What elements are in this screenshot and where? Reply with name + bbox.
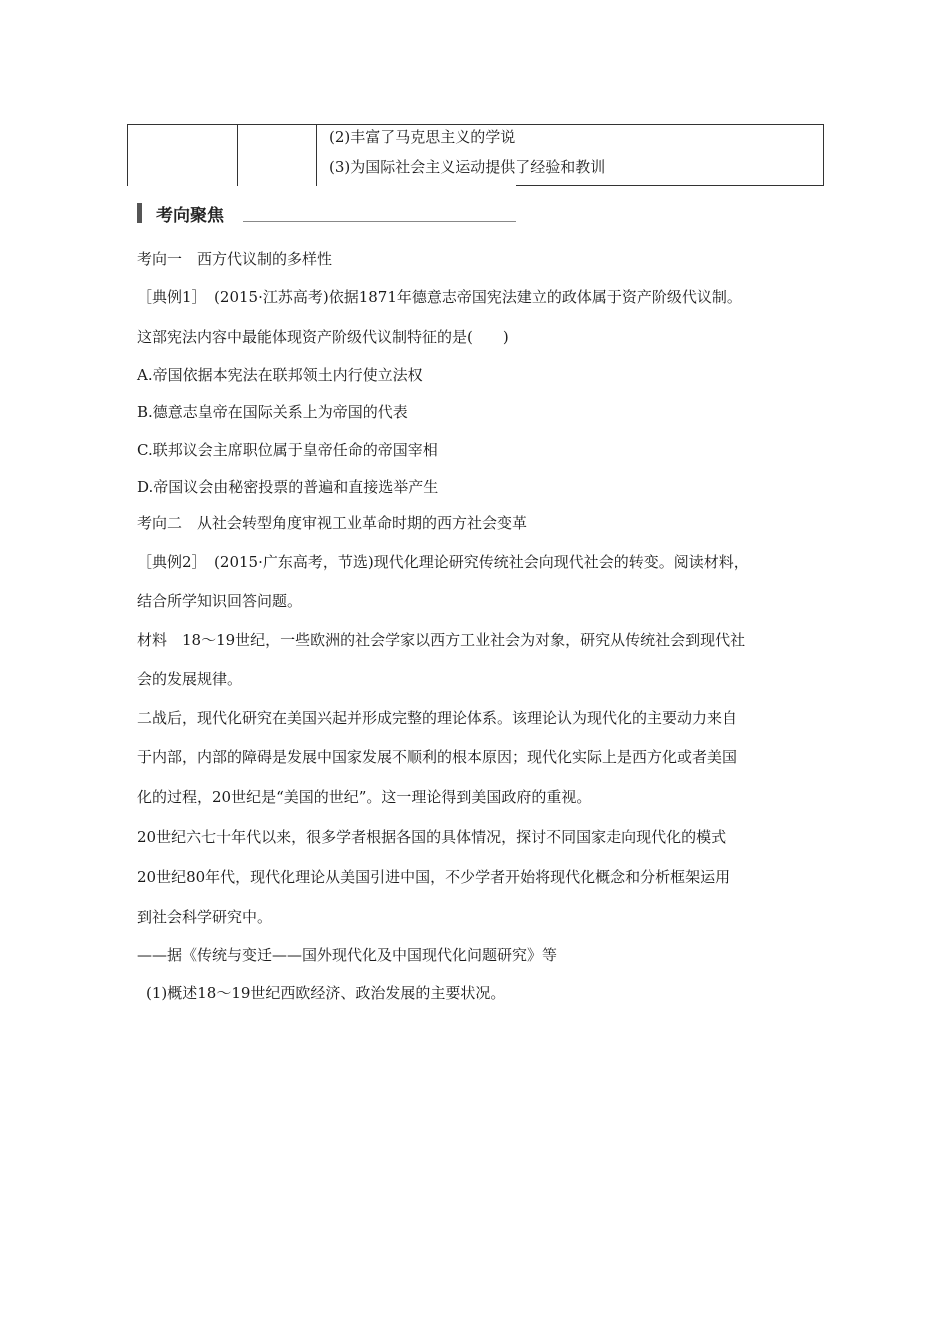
paragraph-4-line-2: 到社会科学研究中。 [137, 908, 273, 926]
table-bottom-border [516, 185, 824, 186]
paragraph-4-line-1: 20世纪80年代，现代化理论从美国引进中国，不少学者开始将现代化概念和分析框架运用 [137, 868, 731, 886]
example-2-line-1: ［典例2］ (2015·广东高考，节选)现代化理论研究传统社会向现代社会的转变。阅读材料， [137, 553, 749, 571]
table-col-border-2 [237, 124, 238, 186]
paragraph-3: 20世纪六七十年代以来，很多学者根据各国的具体情况，探讨不同国家走向现代化的模式 [137, 828, 727, 846]
section-title: 考向聚焦 [156, 206, 224, 226]
material-line-2: 会的发展规律。 [137, 670, 243, 688]
option-a: A.帝国依据本宪法在联邦领土内行使立法权 [137, 366, 423, 384]
question-1: (1)概述18～19世纪西欧经济、政治发展的主要状况。 [146, 984, 506, 1002]
section-underline [243, 221, 516, 222]
section-marker [137, 203, 142, 223]
paragraph-2-line-2: 于内部，内部的障碍是发展中国家发展不顺利的根本原因；现代化实际上是西方化或者美国 [137, 748, 738, 766]
topic-1-heading: 考向一 西方代议制的多样性 [137, 250, 333, 268]
table-col-border-4 [823, 124, 824, 186]
material-line-1: 材料 18～19世纪，一些欧洲的社会学家以西方工业社会为对象，研究从传统社会到现代社 [137, 631, 746, 649]
table-col-border-3 [316, 124, 317, 186]
option-d: D.帝国议会由秘密投票的普遍和直接选举产生 [137, 478, 439, 496]
topic-2-heading: 考向二 从社会转型角度审视工业革命时期的西方社会变革 [137, 514, 528, 532]
option-c: C.联邦议会主席职位属于皇帝任命的帝国宰相 [137, 441, 438, 459]
paragraph-2-line-3: 化的过程，20世纪是“美国的世纪”。这一理论得到美国政府的重视。 [137, 788, 592, 806]
table-cell-row3: (3)为国际社会主义运动提供了经验和教训 [329, 158, 606, 176]
table-cell-row2: (2)丰富了马克思主义的学说 [329, 128, 516, 146]
table-col-border-1 [127, 124, 128, 186]
option-b: B.德意志皇帝在国际关系上为帝国的代表 [137, 403, 408, 421]
example-2-line-2: 结合所学知识回答问题。 [137, 592, 303, 610]
example-1-line-1: ［典例1］ (2015·江苏高考)依据1871年德意志帝国宪法建立的政体属于资产阶级代议制。 [137, 288, 742, 306]
table-top-border [127, 124, 824, 125]
source-citation: ——据《传统与变迁——国外现代化及中国现代化问题研究》等 [137, 946, 558, 964]
paragraph-2-line-1: 二战后，现代化研究在美国兴起并形成完整的理论体系。该理论认为现代化的主要动力来自 [137, 709, 738, 727]
example-1-line-2: 这部宪法内容中最能体现资产阶级代议制特征的是( ) [137, 328, 509, 346]
